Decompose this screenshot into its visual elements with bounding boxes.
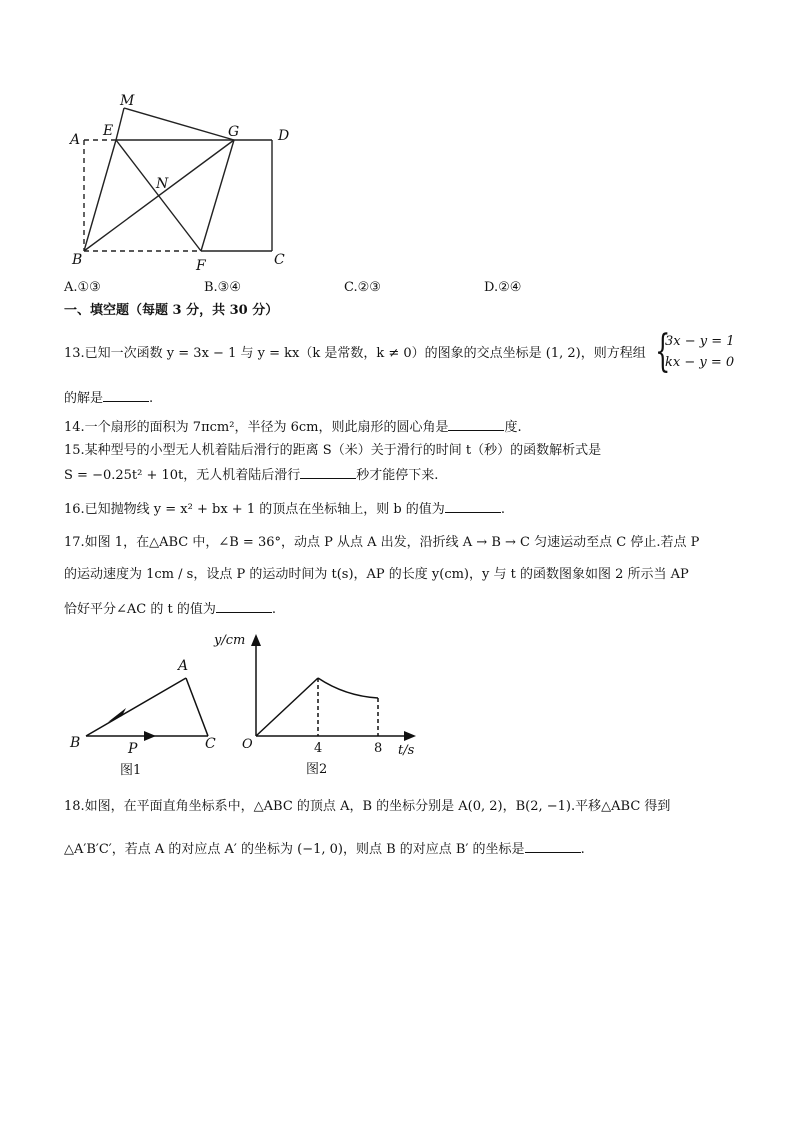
q16-post: . <box>500 502 505 517</box>
label-F: F <box>196 258 206 274</box>
section-title: 一、填空题（每题 3 分，共 30 分） <box>64 303 279 318</box>
q15-line2 <box>64 466 438 485</box>
q18-blank[interactable] <box>525 840 581 853</box>
q14-blank[interactable] <box>448 418 504 431</box>
equation-system <box>655 326 735 377</box>
fig2-tick-8: 8 <box>374 741 383 756</box>
y-axis-arrow-icon <box>251 634 261 646</box>
label-D: D <box>278 128 290 144</box>
fig2-x-label: t/s <box>398 743 415 758</box>
equation-2: kx − y = 0 <box>665 355 735 370</box>
choice-c: C.②③ <box>344 280 381 295</box>
geometry-figure <box>60 88 310 278</box>
side-AC <box>186 678 208 736</box>
q16-blank[interactable] <box>445 500 501 513</box>
graph-segment-curve <box>318 678 378 698</box>
edge-BE <box>84 140 116 251</box>
fig2-y-label: y/cm <box>214 633 246 648</box>
q13-tail: 的解是 <box>64 391 104 406</box>
q18-pre: △A′B′C′，若点 A 的对应点 A′ 的坐标为 (−1, 0)，则点 B 的对应点 B′ 的坐标是 <box>64 842 525 857</box>
label-E: E <box>103 123 114 139</box>
fig1-label-C: C <box>205 736 216 752</box>
q15-post: 秒才能停下来. <box>356 468 439 483</box>
q16-pre: 16.已知抛物线 y = x² + bx + 1 的顶点在坐标轴上，则 b 的值为 <box>64 502 445 517</box>
q17-blank[interactable] <box>216 600 272 613</box>
edge-MG <box>124 108 234 140</box>
q15-line1: 15.某种型号的小型无人机着陆后滑行的距离 S（米）关于滑行的时间 t（秒）的函数解析式是 <box>64 443 602 458</box>
fig1-label-B: B <box>70 735 81 751</box>
q13-text: 13.已知一次函数 y = 3x − 1 与 y = kx（k 是常数，k ≠ 0）的图象的交点坐标是 (1, 2)，则方程组 <box>64 346 646 361</box>
q16 <box>64 500 505 519</box>
q18-post: . <box>580 842 585 857</box>
q17-line1: 17.如图 1，在△ABC 中，∠B = 36°，动点 P 从点 A 出发，沿折线 A → B → C 匀速运动至点 C 停止.若点 P <box>64 535 700 550</box>
choice-a: A.①③ <box>64 280 101 295</box>
choice-d: D.②④ <box>484 280 522 295</box>
x-axis-arrow-icon <box>404 731 416 741</box>
label-B: B <box>72 252 83 268</box>
equation-1: 3x − y = 1 <box>665 334 735 349</box>
figure-1 <box>60 650 230 780</box>
q17-line2: 的运动速度为 1cm / s，设点 P 的运动时间为 t(s)，AP 的长度 y(cm)，y 与 t 的函数图象如图 2 所示当 AP <box>64 567 689 582</box>
choice-b: B.③④ <box>204 280 241 295</box>
q17-pre: 恰好平分∠AC 的 t 的值为 <box>64 602 216 617</box>
edge-EM <box>116 108 124 140</box>
q18-line1: 18.如图，在平面直角坐标系中，△ABC 的顶点 A，B 的坐标分别是 A(0, 2)，B(2, −1).平移△ABC 得到 <box>64 799 671 814</box>
label-M: M <box>120 93 135 109</box>
arrow-on-BC-icon <box>144 731 156 741</box>
fig2-caption: 图2 <box>306 762 328 777</box>
q15-blank[interactable] <box>300 466 356 479</box>
label-G: G <box>228 124 240 140</box>
side-BA <box>86 678 186 736</box>
q15-pre: S = −0.25t² + 10t，无人机着陆后滑行 <box>64 468 301 483</box>
q14 <box>64 418 522 437</box>
q14-post: 度. <box>504 420 522 435</box>
label-N: N <box>156 176 169 192</box>
label-A: A <box>70 132 81 148</box>
q18-line2 <box>64 840 585 859</box>
fig1-label-A: A <box>178 658 189 674</box>
q17-post: . <box>271 602 276 617</box>
graph-segment-rise <box>256 678 318 736</box>
fig2-tick-4: 4 <box>314 741 323 756</box>
q17-line3 <box>64 600 276 619</box>
brace-icon: { <box>655 326 671 377</box>
fig1-caption: 图1 <box>120 763 142 778</box>
figure-2 <box>214 628 420 780</box>
q14-pre: 14.一个扇形的面积为 7πcm²，半径为 6cm，则此扇形的圆心角是 <box>64 420 449 435</box>
edge-GF <box>201 140 234 251</box>
label-C: C <box>274 252 285 268</box>
fig1-label-P: P <box>128 741 138 757</box>
fig2-origin: O <box>242 737 253 752</box>
diag-EF <box>116 140 201 251</box>
q13-answer-line: 的解是 . <box>64 391 154 406</box>
q13-blank[interactable] <box>103 389 149 402</box>
